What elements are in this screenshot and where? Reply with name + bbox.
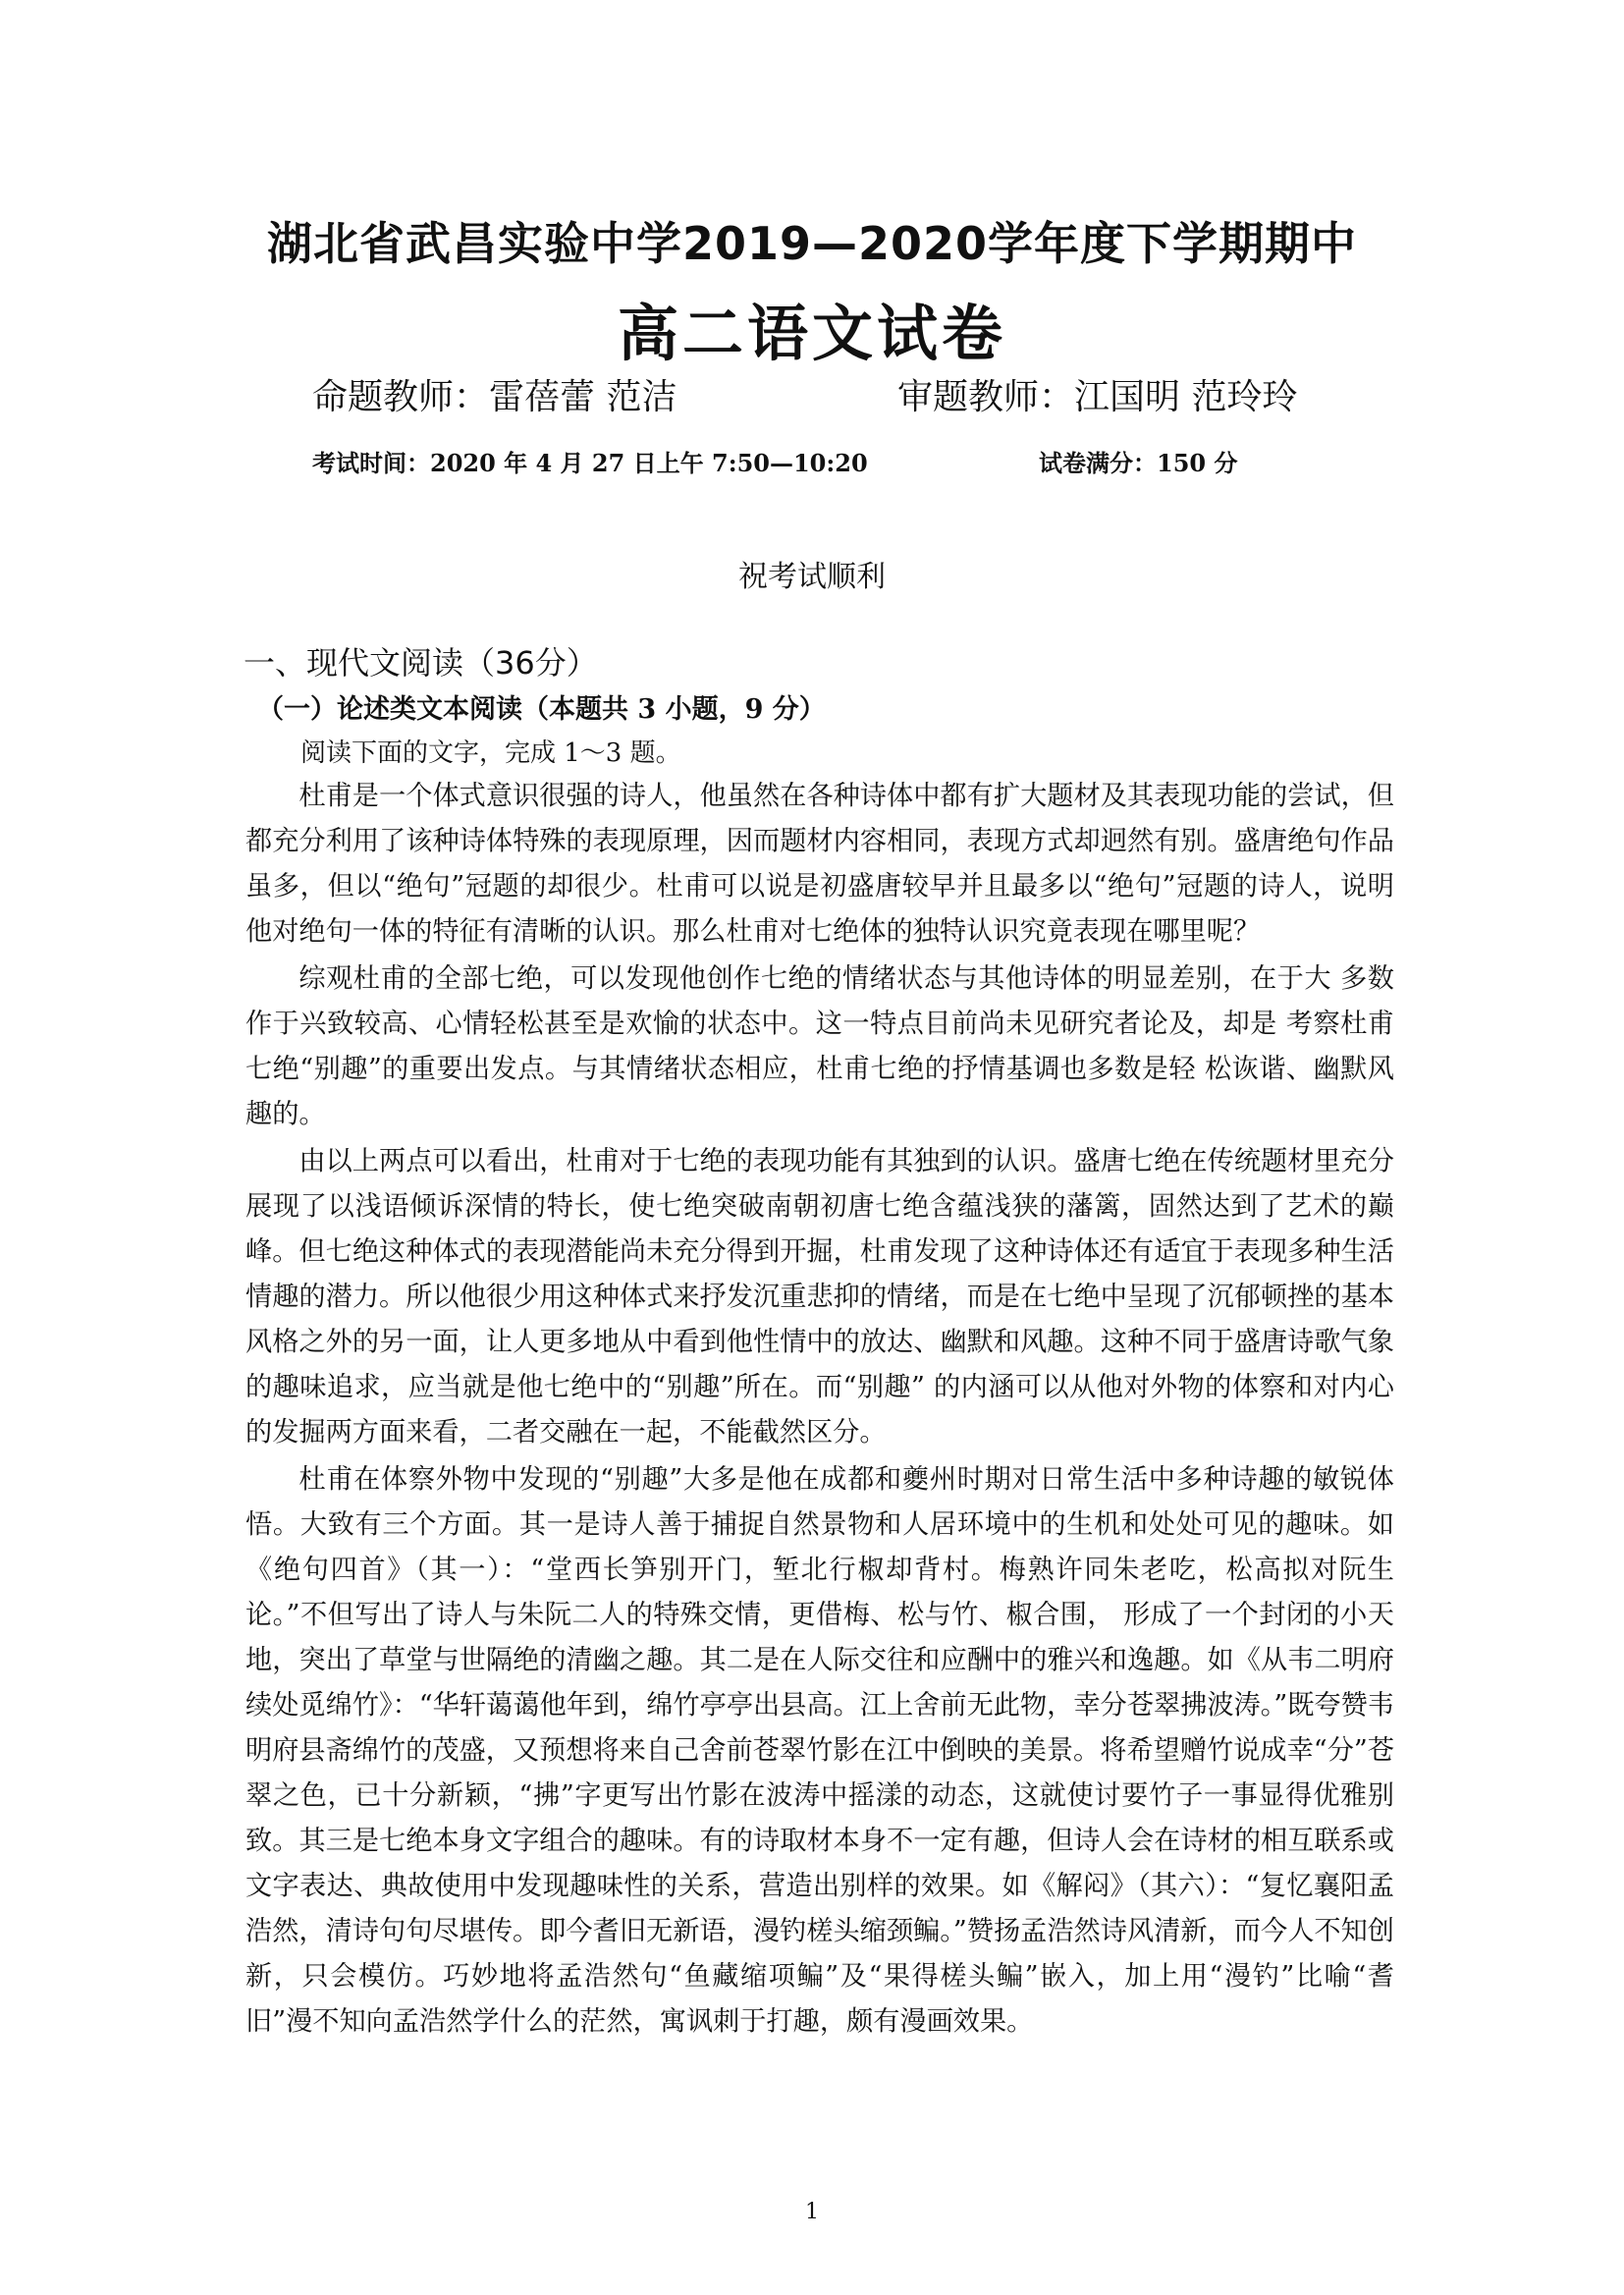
passage-paragraph: 杜甫在体察外物中发现的“别趣”大多是他在成都和夔州时期对日常生活中多种诗趣的敏锐体悟。大致有三个方面。其一是诗人善于捕捉自然景物和人居环境中的生机和处处可见的趣味。如《绝句四首》（其一）：“堂西长笋别开门，堑北行椒却背村。梅熟许同朱老吃，松高拟对阮生论。”不但写出了诗人与朱阮二人的特殊交情，更借梅、松与竹、椒合围， 形成了一个封闭的小天地，突出了草堂与世隔绝的清幽之趣。其二是在人际交往和应酬中的雅兴和逸趣。如《从韦二明府续处觅绵竹》：“华轩蔼蔼他年到，绵竹亭亭出县高。江上舍前无此物，幸分苍翠拂波涛。”既夸赞韦明府县斋绵竹的茂盛，又预想将来自己舍前苍翠竹影在江中倒映的美景。将希望赠竹说成幸“分”苍翠之色，已十分新颖，“拂”字更写出竹影在波涛中摇漾的动态，这就使讨要竹子一事显得优雅别致。其三是七绝本身文字组合的趣味。有的诗取材本身不一定有趣，但诗人会在诗材的相互联系或文字表达、典故使用中发现趣味性的关系，营造出别样的效果。如《解闷》（其六）：“复忆襄阳孟浩然，清诗句句尽堪传。即今耆旧无新语，漫钓槎头缩颈鳊。”赞扬孟浩然诗风清新，而今人不知创新，只会模仿。巧妙地将孟浩然句“鱼藏缩项鳊”及“果得槎头鳊”嵌入，加上用“漫钓”比喻“耆旧”漫不知向孟浩然学什么的茫然，寓讽刺于打趣，颇有漫画效果。: [245, 1464, 1394, 2037]
reading-instruction: 阅读下面的文字，完成 1～3 题。: [300, 738, 681, 768]
section-heading: 一、现代文阅读（36分）: [244, 644, 598, 682]
page-number: 1: [805, 2200, 819, 2224]
exam-time: 考试时间：2020 年 4 月 27 日上午 7:50—10:20: [312, 449, 868, 477]
reading-passage: [245, 774, 1394, 2047]
full-score: 试卷满分：150 分: [1039, 449, 1238, 477]
school-title: 湖北省武昌实验中学2019—2020学年度下学期期中: [266, 217, 1358, 270]
reviewer-text: 审题教师：江国明 范玲玲: [897, 377, 1298, 417]
passage-paragraph: 杜甫是一个体式意识很强的诗人，他虽然在各种诗体中都有扩大题材及其表现功能的尝试，但都充分利用了该种诗体特殊的表现原理，因而题材内容相同，表现方式却迥然有别。盛唐绝句作品虽多，但以“绝句”冠题的却很少。杜甫可以说是初盛唐较早并且最多以“绝句”冠题的诗人，说明他对绝句一体的特征有清晰的认识。那么杜甫对七绝体的独特认识究竟表现在哪里呢？: [245, 781, 1394, 947]
subsection-heading: （一）论述类文本阅读（本题共 3 小题，9 分）: [257, 694, 826, 725]
passage-paragraph: 由以上两点可以看出，杜甫对于七绝的表现功能有其独到的认识。盛唐七绝在传统题材里充分展现了以浅语倾诉深情的特长，使七绝突破南朝初唐七绝含蕴浅狭的藩篱，固然达到了艺术的巅峰。但七绝这种体式的表现潜能尚未充分得到开掘，杜甫发现了这种诗体还有适宜于表现多种生活情趣的潜力。所以他很少用这种体式来抒发沉重悲抑的情绪，而是在七绝中呈现了沉郁顿挫的基本风格之外的另一面，让人更多地从中看到他性情中的放达、幽默和风趣。这种不同于盛唐诗歌气象的趣味追求，应当就是他七绝中的“别趣”所在。而“别趣” 的内涵可以从他对外物的体察和对内心的发掘两方面来看，二者交融在一起，不能截然区分。: [245, 1146, 1394, 1448]
exam-title: 高二语文试卷: [617, 298, 1006, 369]
setter-text: 命题教师：雷蓓蕾 范洁: [312, 377, 677, 417]
wish-text: 祝考试顺利: [738, 560, 886, 594]
passage-paragraph: 综观杜甫的全部七绝，可以发现他创作七绝的情绪状态与其他诗体的明显差别，在于大 多数作于兴致较高、心情轻松甚至是欢愉的状态中。这一特点目前尚未见研究者论及，却是 考察杜甫七绝“别趣”的重要出发点。与其情绪状态相应，杜甫七绝的抒情基调也多数是轻 松诙谐、幽默风趣的。: [245, 963, 1394, 1129]
